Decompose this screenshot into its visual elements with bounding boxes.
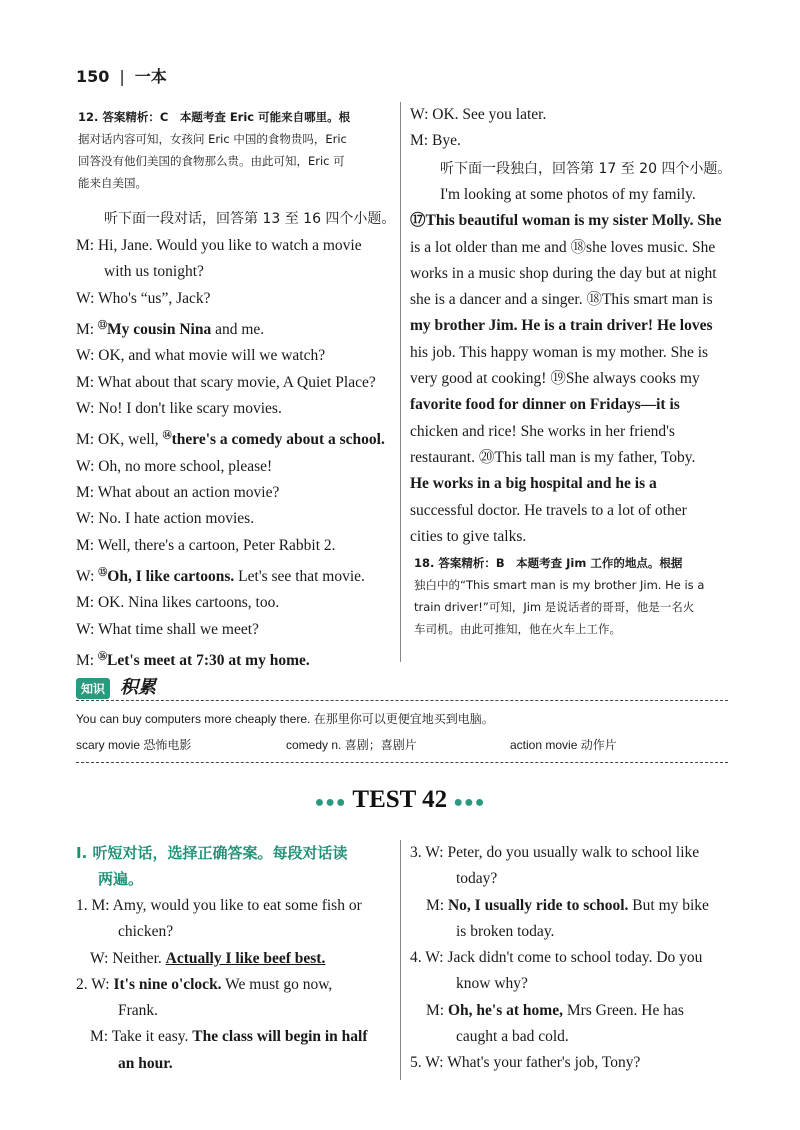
question-line: M: No, I usually ride to school. But my bike — [426, 896, 709, 914]
question-line: know why? — [456, 975, 528, 993]
question-line: an hour. — [118, 1054, 173, 1072]
monologue-line: very good at cooking! ⑲She always cooks my — [410, 370, 700, 388]
question-line: M: Take it easy. The class will begin in half — [90, 1028, 368, 1046]
note-line: 据对话内容可知，女孩问 Eric 中国的食物贵吗，Eric — [78, 132, 347, 146]
listening-intro-17-20: 听下面一段独白，回答第 17 至 20 四个小题。 — [440, 161, 732, 177]
monologue-line: she is a dancer and a singer. ⑱This smart man is — [410, 291, 713, 309]
dialogue-line: with us tonight? — [104, 263, 204, 281]
question-line: 5. W: What's your father's job, Tony? — [410, 1054, 641, 1072]
dots-left: ●●● — [314, 794, 347, 811]
dialogue-line: M: Bye. — [410, 132, 461, 150]
listening-intro-13-16: 听下面一段对话，回答第 13 至 16 四个小题。 — [104, 211, 396, 227]
knowledge-sentence: You can buy computers more cheaply there. 在那里你可以更便宜地买到电脑。 — [76, 712, 494, 726]
dashed-divider — [76, 762, 728, 763]
dialogue-line: M: What about that scary movie, A Quiet Place? — [76, 373, 376, 391]
question-line: 2. W: It's nine o'clock. We must go now, — [76, 975, 333, 993]
question-line: Frank. — [118, 1002, 159, 1020]
dialogue-line: W: What time shall we meet? — [76, 620, 259, 638]
note-line: 独白中的“This smart man is my brother Jim. He is a — [414, 578, 705, 592]
question-line: 3. W: Peter, do you usually walk to school like — [410, 844, 700, 861]
dialogue-line: M: ⑬My cousin Nina and me. — [76, 319, 265, 339]
monologue-line: cities to give talks. — [410, 527, 527, 545]
note-line: 回答没有他们美国的食物那么贵。由此可知，Eric 可 — [78, 154, 345, 168]
monologue-line: I'm looking at some photos of my family. — [440, 186, 696, 203]
question-line: caught a bad cold. — [456, 1028, 569, 1046]
vocab-item: action movie 动作片 — [510, 738, 617, 752]
monologue-line: restaurant. ⑳This tall man is my father, Toby. — [410, 448, 696, 466]
question-line: 4. W: Jack didn't come to school today. Do you — [410, 949, 703, 967]
dialogue-line: M: OK, well, ⑭there's a comedy about a school. — [76, 430, 385, 449]
dialogue-line: W: OK. See you later. — [410, 106, 547, 123]
book-title: 一本 — [134, 67, 167, 86]
dialogue-line: W: No! I don't like scary movies. — [76, 399, 282, 417]
dots-right: ●●● — [453, 794, 486, 811]
note-line: 能来自美国。 — [78, 176, 147, 190]
dialogue-line: M: OK. Nina likes cartoons, too. — [76, 594, 280, 612]
question-line: W: Neither. Actually I like beef best. — [90, 949, 326, 967]
answer-note-18 — [414, 552, 704, 640]
note-line: 车司机。由此可推知，他在火车上工作。 — [414, 622, 621, 636]
note-line: train driver!”可知，Jim 是说话者的哥哥，他是一名火 — [414, 600, 695, 614]
vocab-item: scary movie 恐怖电影 — [76, 738, 192, 752]
page-header: 150 | 一本 — [76, 67, 167, 86]
question-line: M: Oh, he's at home, Mrs Green. He has — [426, 1001, 684, 1019]
monologue-line: chicken and rice! She works in her friend's — [410, 422, 675, 440]
dialogue-line: W: Who's “us”, Jack? — [76, 289, 211, 307]
question-line: 1. M: Amy, would you like to eat some fish or — [76, 897, 362, 914]
monologue-line: is a lot older than me and ⑱she loves music. She — [410, 238, 716, 256]
test-title: TEST 42 — [352, 786, 448, 813]
note-line: 18. 答案精析：B 本题考查 Jim 工作的地点。根据 — [414, 556, 683, 570]
dialogue-line: M: ⑯Let's meet at 7:30 at my home. — [76, 650, 310, 670]
dialogue-line: M: Hi, Jane. Would you like to watch a movie — [76, 237, 362, 254]
vocab-item: comedy n. 喜剧；喜剧片 — [286, 738, 417, 752]
test-heading — [0, 786, 800, 814]
section-title: Ⅰ. 听短对话，选择正确答案。每段对话读 两遍。 — [76, 844, 348, 888]
dialogue-end — [410, 102, 546, 155]
question-line: today? — [456, 870, 498, 888]
page-number: 150 — [76, 67, 110, 86]
question-line: is broken today. — [456, 922, 555, 940]
dialogue-line: W: OK, and what movie will we watch? — [76, 347, 326, 365]
knowledge-tag: 知识 — [76, 678, 110, 699]
dialogue-line: M: Well, there's a cartoon, Peter Rabbit 2. — [76, 536, 336, 554]
monologue-line: favorite food for dinner on Fridays—it is — [410, 396, 680, 414]
monologue-line: his job. This happy woman is my mother. She is — [410, 343, 709, 361]
dashed-divider — [76, 700, 728, 701]
answer-note-12 — [78, 106, 350, 194]
questions-right — [410, 840, 709, 1077]
note-line: 12. 答案精析：C 本题考查 Eric 可能来自哪里。根 — [78, 110, 351, 124]
monologue-line: ⑰This beautiful woman is my sister Molly. She — [410, 212, 722, 230]
dialogue-line: W: No. I hate action movies. — [76, 510, 255, 528]
monologue — [410, 182, 730, 550]
question-line: chicken? — [118, 923, 174, 941]
monologue-line: successful doctor. He travels to a lot of other — [410, 501, 687, 519]
column-divider — [400, 102, 401, 662]
dialogue-13-16 — [76, 233, 385, 674]
monologue-line: He works in a big hospital and he is a — [410, 475, 657, 493]
dialogue-line: W: ⑮Oh, I like cartoons. Let's see that movie. — [76, 566, 365, 586]
monologue-line: works in a music shop during the day but at night — [410, 264, 717, 282]
dialogue-line: W: Oh, no more school, please! — [76, 457, 273, 475]
questions-left — [76, 893, 368, 1077]
column-divider — [400, 840, 401, 1080]
dialogue-line: M: What about an action movie? — [76, 483, 280, 501]
monologue-line: my brother Jim. He is a train driver! He loves — [410, 317, 713, 335]
knowledge-title: 积累 — [120, 677, 156, 698]
